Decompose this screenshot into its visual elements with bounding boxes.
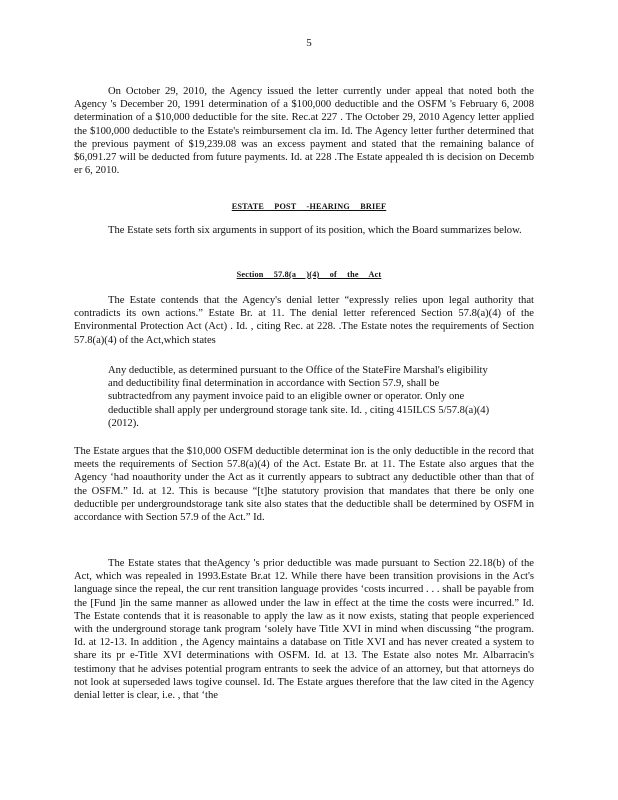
paragraph-estate-contends: The Estate contends that the Agency's denial letter “expressly relies upon legal authority that contradicts its own actions.” Estate Br. at 11. The denial letter referenced Section 57.8(a)(4) of the Environmental Protection Act (Act) . Id. , citing Rec. at 228. .The Estate notes the requirements of Section 57.8(a)(4) of the Act,which states — [74, 295, 534, 346]
subsection-heading-section-57-8: Section 57.8(a )(4) of the Act — [236, 270, 382, 279]
block-quote-statute: Any deductible, as determined pursuant to the Office of the StateFire Marshal's eligibility and deductibility final determination in accordance with Section 57.9, shall be subtractedfrom any payment invoice paid to an eligible owner or operator. Only one deductible shall apply per underground storage tank site. Id. , citing 415ILCS 5/57.8(a)(4) (2012). — [108, 365, 490, 429]
paragraph-prior-deductible: The Estate states that theAgency 's prior deductible was made pursuant to Section 22.18(b) of the Act, which was repealed in 1993.Estate Br.at 12. While there have been transition provisions in the Act's language since the repeal, the cur rent transition language provides ‘costs incurred . . . shall be payable from the [Fund ]in the same manner as allowed under the law in effect at the time the costs were incurred.” Id. The Estate contends that it is reasonable to apply the law as it now exists, stating that people experienced with the underground storage tank program ‘solely have Title XVI in mind when discussing “the program. Id. at 12-13. In addition , the Agency maintains a database on Title XVI and has never created a system to share its pr e-Title XVI determinations with OSFM. Id. at 13. The Estate also notes Mr. Albarracin's testimony that he advises potential program entrants to seek the advice of an attorney, but that attorneys do not look at superseded laws togive counsel. Id. The Estate argues therefore that the law cited in the Agency denial letter is clear, i.e. , that ‘the — [74, 558, 534, 702]
paragraph-six-arguments: The Estate sets forth six arguments in support of its position, which the Board summarizes below. — [108, 225, 522, 236]
paragraph-osfm-deductible: The Estate argues that the $10,000 OSFM deductible determinat ion is the only deductible in the record that meets the requirements of Section 57.8(a)(4) of the Act. Estate Br. at 11. The Estate also argues that the Agency ‘had noauthority under the Act as it currently appears to subtract any deductible other than that of the OSFM.” Id. at 12. This is because “[t]he statutory provision that mandates that there be only one deductible per undergroundstorage tank site also states that the deductible shall be determined by OSFM in accordance with Section 57.9 of the Act.” Id. — [74, 446, 534, 524]
section-heading-estate-brief: ESTATE POST -HEARING BRIEF — [231, 202, 387, 211]
paragraph-agency-letter: On October 29, 2010, the Agency issued the letter currently under appeal that noted both the Agency 's December 20, 1991 determination of a $100,000 deductible and the OSFM 's February 6, 2008 determination of a $10,000 deductible for the site. Rec.at 227 . The October 29, 2010 Agency letter applied the $100,000 deductible to the Estate's reimbursement cla im. Id. The Agency letter further determined that the previous payment of $19,239.08 was an excess payment and stated that the remaining balance of $6,091.27 will be deducted from future payments. Id. at 228 .The Estate appealed th is decision on Decemb er 6, 2010. — [74, 86, 534, 177]
page-number: 5 — [306, 37, 312, 49]
